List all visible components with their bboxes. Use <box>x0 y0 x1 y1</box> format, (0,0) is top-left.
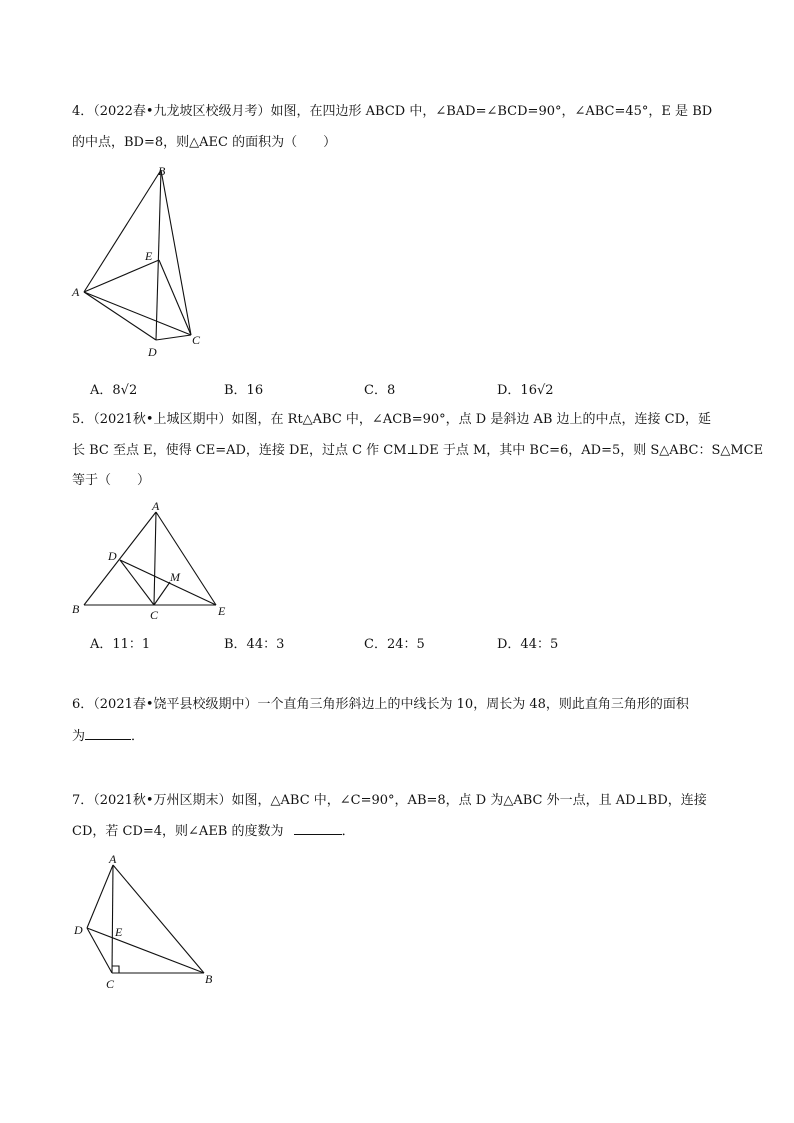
q7-label-a: A <box>109 852 117 866</box>
q7-line2: CD，若 CD=4，则∠AEB 的度数为 <box>72 824 284 839</box>
q4-edge-ba <box>84 170 161 292</box>
q5-label-e: E <box>218 604 226 618</box>
q5-label-a: A <box>152 499 160 513</box>
q6-line1: 6．（2021春•饶平县校级期中）一个直角三角形斜边上的中线长为 10，周长为 48，则此直角三角形的面积 <box>72 697 689 712</box>
q4-edge-bc <box>161 170 191 335</box>
q7-period: ． <box>341 824 355 839</box>
q5-label-d: D <box>108 549 117 563</box>
q6-period: ． <box>131 729 145 744</box>
q5-option-d: D．44：5 <box>497 637 559 652</box>
q4-label-d: D <box>148 345 157 359</box>
q7-line1: 7．（2021秋•万州区期末）如图，△ABC 中，∠C=90°，AB=8，点 D 为△ABC 外一点，且 AD⊥BD，连接 <box>72 793 707 808</box>
q4-edge-ad <box>84 292 156 340</box>
q7-label-b: B <box>205 972 213 986</box>
q5-figure <box>66 500 236 622</box>
q7-label-e: E <box>115 925 123 939</box>
q4-label-c: C <box>192 333 201 347</box>
q4-option-d: D．16√2 <box>497 383 554 398</box>
q4-line1: 4．（2022春•九龙坡区校级月考）如图，在四边形 ABCD 中，∠BAD=∠BCD=90°，∠ABC=45°，E 是 BD <box>72 104 713 119</box>
q5-line2: 长 BC 至点 E，使得 CE=AD，连接 DE，过点 C 作 CM⊥DE 于点 M，其中 BC=6，AD=5，则 S△ABC：S△MCE <box>72 443 764 458</box>
q4-line2: 的中点，BD=8，则△AEC 的面积为（ ） <box>72 135 337 150</box>
q4-figure <box>60 160 220 360</box>
q5-edge-ac <box>154 512 156 605</box>
q5-edge-cm <box>154 582 170 605</box>
q4-label-b: B <box>158 164 166 178</box>
q7-right-angle-mark <box>112 966 119 973</box>
q7-edge-ac <box>112 865 113 973</box>
q4-edge-ae <box>84 260 159 292</box>
q5-label-c: C <box>150 608 159 622</box>
q4-edge-dc <box>156 335 191 340</box>
q7-edge-db <box>87 928 204 973</box>
q5-line3: 等于（ ） <box>72 473 151 488</box>
q6-line2-wrap <box>72 728 144 746</box>
q7-edge-ad <box>87 865 113 928</box>
q4-label-a: A <box>72 285 80 299</box>
q5-line1: 5．（2021秋•上城区期中）如图，在 Rt△ABC 中，∠ACB=90°，点 D 是斜边 AB 边上的中点，连接 CD，延 <box>72 412 712 427</box>
q5-option-b: B．44：3 <box>224 637 285 652</box>
q5-edge-ab <box>84 512 156 605</box>
q7-answer-blank[interactable] <box>294 834 342 835</box>
q5-label-b: B <box>72 602 80 616</box>
q7-line2-wrap <box>72 823 355 841</box>
q4-option-a: A．8√2 <box>90 383 138 398</box>
q7-figure <box>68 850 228 995</box>
q4-option-c: C．8 <box>364 383 396 398</box>
q4-edge-bd <box>156 170 161 340</box>
q7-edge-ab <box>113 865 204 973</box>
q5-label-m: M <box>170 570 180 584</box>
q7-label-d: D <box>74 923 83 937</box>
q7-label-c: C <box>106 977 115 991</box>
q5-option-a: A．11：1 <box>90 637 151 652</box>
q5-edge-dc <box>120 560 154 605</box>
q4-option-b: B．16 <box>224 383 264 398</box>
q4-label-e: E <box>145 249 153 263</box>
q7-edge-dc <box>87 928 112 973</box>
q6-answer-blank[interactable] <box>85 739 131 740</box>
q6-line2: 为 <box>72 729 86 744</box>
q5-option-c: C．24：5 <box>364 637 425 652</box>
